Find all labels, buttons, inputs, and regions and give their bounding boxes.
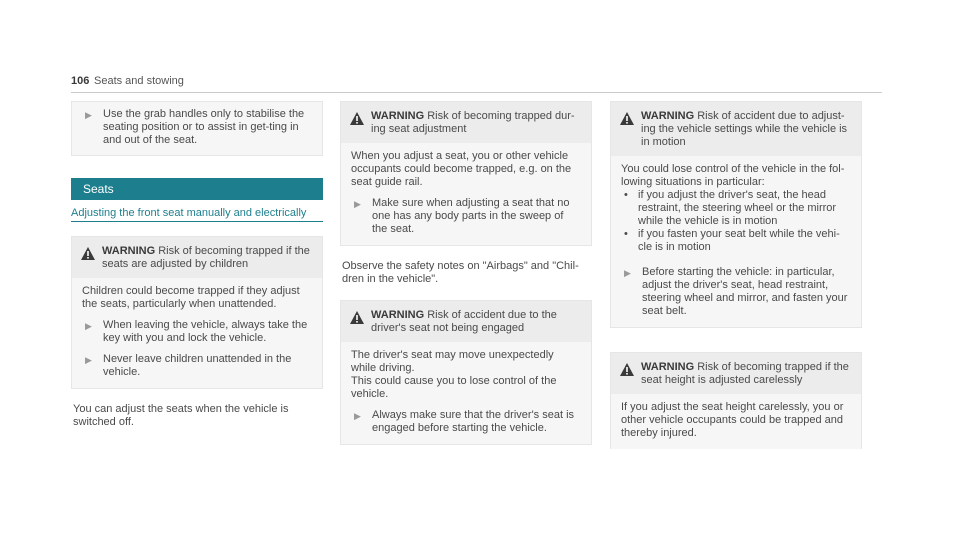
page-header [71,72,882,93]
step-item [82,108,312,147]
warning-triangle-icon [619,362,635,377]
step-text: When leaving the vehicle, always take the key with you and lock the vehicle. [103,319,308,344]
warning-label: WARNING [371,110,425,122]
play-arrow-icon: ▶ [354,411,361,421]
warning-body [341,342,591,444]
step-text: Always make sure that the driver's seat is engaged before starting the vehicle. [372,409,575,434]
column-3 [610,101,862,463]
step-box [71,101,323,156]
step-item [351,409,581,435]
step-text: Never leave children unattended in the vehicle. [103,353,292,378]
warning-box [340,101,592,246]
warning-header [611,353,861,394]
step-item [621,266,851,318]
column-2 [340,101,592,459]
play-arrow-icon: ▶ [624,268,631,278]
warning-body [341,143,591,245]
list-item [621,189,851,228]
warning-header [341,301,591,342]
step-text: Use the grab handles only to stabilise the seating position or to assist in get-ting in and out of the seat. [103,108,305,146]
step-item [351,197,581,236]
warning-label: WARNING [641,110,695,122]
warning-triangle-icon [349,310,365,325]
page-number: 106 [71,75,90,87]
warning-text: When you adjust a seat, you or other vehicle occupants could become trapped, e.g. on the seat guide rail. [351,150,572,188]
step-text: Before starting the vehicle: in particular, adjust the driver's seat, head restraint, steering wheel and mirror, and fasten your seat belt. [642,266,848,317]
warning-text: If you adjust the seat height carelessly, you or other vehicle occupants could be trapped and thereby injured. [621,401,844,439]
warning-body [611,156,861,327]
warning-label: WARNING [371,309,425,321]
warning-triangle-icon [349,111,365,126]
warning-title: Risk of accident due to the driver's seat not being engaged [371,309,557,334]
list-item [621,228,851,254]
warning-header [341,102,591,143]
warning-body [72,278,322,388]
bullet-dot: • [624,228,628,240]
section-heading: Seats [71,178,323,200]
warning-text: Children could become trapped if they adjust the seats, particularly when unattended. [82,285,300,310]
warning-title: Risk of accident due to adjust-ing the vehicle settings while the vehicle is in motion [641,110,848,148]
step-text: Make sure when adjusting a seat that no one has any body parts in the sweep of the seat. [372,197,570,235]
play-arrow-icon: ▶ [354,199,361,209]
warning-text: You could lose control of the vehicle in the fol-lowing situations in particular: [621,163,845,188]
section-title: Seats and stowing [94,75,184,87]
warning-box [71,236,323,389]
warning-box [610,101,862,328]
step-item [82,353,312,379]
list-item-text: if you adjust the driver's seat, the head restraint, the steering wheel or the mirror while the vehicle is in motion [638,189,837,227]
paragraph: Observe the safety notes on "Airbags" and "Chil-dren in the vehicle". [342,260,579,285]
warning-header [72,237,322,278]
step-item [82,319,312,345]
warning-triangle-icon [80,246,96,261]
warning-box [610,352,862,449]
bullet-dot: • [624,189,628,201]
warning-body [611,394,861,449]
warning-label: WARNING [641,361,695,373]
warning-triangle-icon [619,111,635,126]
warning-header [611,102,861,156]
warning-label: WARNING [102,245,156,257]
play-arrow-icon: ▶ [85,110,92,120]
warning-text: The driver's seat may move unexpectedly while driving. [351,349,554,374]
warning-title: Risk of becoming trapped if the seats are adjusted by children [102,245,310,270]
play-arrow-icon: ▶ [85,355,92,365]
warning-text: This could cause you to lose control of the vehicle. [351,375,557,400]
warning-box [340,300,592,445]
list-item-text: if you fasten your seat belt while the vehi-cle is in motion [638,228,840,253]
warning-title: Risk of becoming trapped if the seat height is adjusted carelessly [641,361,849,386]
bullet-list [621,189,851,254]
subsection-heading: Adjusting the front seat manually and electrically [71,207,323,222]
column-1 [71,101,323,443]
paragraph: You can adjust the seats when the vehicle is switched off. [73,403,289,428]
warning-title: Risk of becoming trapped dur-ing seat adjustment [371,110,575,135]
play-arrow-icon: ▶ [85,321,92,331]
